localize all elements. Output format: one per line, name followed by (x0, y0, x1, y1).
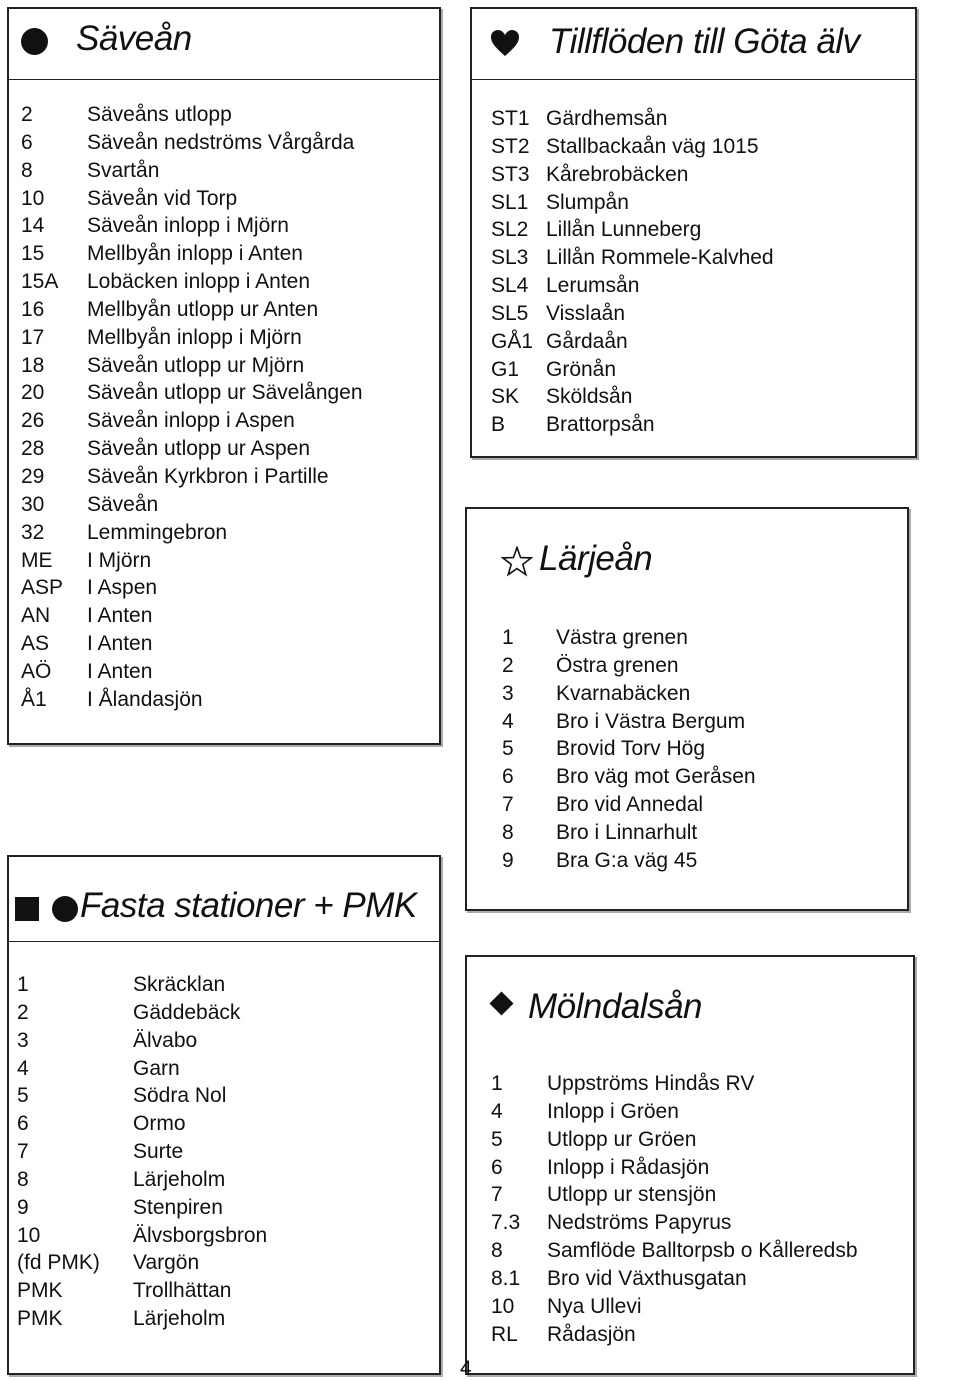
station-code: 28 (21, 437, 45, 461)
molndal-list (491, 1070, 911, 1348)
page-number: 4 (460, 1357, 472, 1380)
station-code: (fd PMK) (17, 1251, 100, 1275)
station-name: Brovid Torv Hög (556, 737, 706, 761)
station-code: PMK (17, 1307, 63, 1331)
list-item (21, 352, 431, 380)
station-code: 7.3 (491, 1211, 521, 1235)
station-code: 1 (502, 626, 514, 649)
station-name: Säveån vid Torp (87, 186, 238, 210)
list-item (502, 791, 902, 819)
list-item (21, 463, 431, 491)
station-name: Älvsborgsbron (133, 1223, 268, 1247)
station-code: SL4 (491, 274, 529, 298)
list-item (502, 819, 902, 847)
list-item (21, 630, 431, 658)
fasta-header (9, 857, 439, 942)
list-item (21, 602, 431, 630)
larjean-header (467, 509, 907, 599)
station-name: Säveåns utlopp (87, 103, 232, 126)
list-item (502, 763, 902, 791)
list-item (21, 686, 431, 714)
station-name: Säveån utlopp ur Aspen (87, 437, 311, 461)
fasta-panel (7, 855, 441, 1375)
list-item (502, 624, 902, 652)
station-code: 1 (17, 973, 29, 996)
station-code: SL2 (491, 218, 529, 242)
station-name: Säveån inlopp i Mjörn (87, 214, 289, 238)
list-item (491, 1154, 911, 1182)
station-name: Garn (133, 1056, 180, 1080)
station-name: Brattorpsån (546, 413, 655, 437)
station-code: 4 (502, 709, 514, 733)
list-item (491, 216, 911, 244)
station-code: SK (491, 385, 520, 409)
station-code: 3 (502, 681, 514, 705)
list-item (491, 189, 911, 217)
station-name: Lerumsån (546, 274, 640, 298)
list-item (502, 680, 902, 708)
station-name: Bro väg mot Geråsen (556, 765, 756, 789)
station-name: I Anten (87, 632, 153, 656)
list-item (21, 324, 431, 352)
station-name: Säveån nedströms Vårgårda (87, 130, 355, 154)
larjean-title: Lärjeån (539, 539, 653, 578)
list-item (502, 735, 902, 763)
list-item (17, 1027, 427, 1055)
station-code: 7 (491, 1183, 503, 1207)
list-item (21, 379, 431, 407)
station-name: Bro vid Annedal (556, 793, 704, 817)
list-item (491, 1181, 911, 1209)
station-code: 4 (17, 1056, 29, 1080)
station-code: 10 (21, 186, 45, 210)
filled-circle-icon (52, 896, 78, 922)
list-item (17, 999, 427, 1027)
list-item (502, 652, 902, 680)
list-item (491, 300, 911, 328)
station-name: Mellbyån inlopp i Mjörn (87, 325, 302, 349)
station-code: ASP (21, 576, 64, 600)
list-item (21, 212, 431, 240)
fasta-title: Fasta stationer + PMK (80, 886, 417, 925)
station-name: Utlopp ur stensjön (547, 1183, 717, 1207)
station-name: Nya Ullevi (547, 1294, 642, 1318)
gota-list (491, 105, 911, 439)
station-code: 6 (21, 130, 33, 154)
station-name: Mellbyån inlopp i Anten (87, 242, 303, 266)
molndal-panel (465, 955, 915, 1375)
station-name: Kårebrobäcken (546, 162, 689, 186)
station-name: Lärjeholm (133, 1307, 226, 1331)
station-name: Utlopp ur Gröen (547, 1127, 697, 1151)
station-code: 6 (17, 1112, 29, 1136)
station-code: 3 (17, 1028, 29, 1052)
station-code: ST2 (491, 134, 530, 158)
heart-icon (490, 29, 520, 57)
saveaan-list (21, 101, 431, 714)
larjean-list (502, 624, 902, 875)
list-item (491, 383, 911, 411)
filled-diamond-icon (489, 991, 513, 1015)
saveaan-panel (7, 7, 441, 745)
list-item (17, 1277, 427, 1305)
list-item (21, 185, 431, 213)
filled-circle-icon (21, 28, 48, 55)
station-name: Västra grenen (556, 626, 688, 649)
list-item (491, 1098, 911, 1126)
station-name: Mellbyån utlopp ur Anten (87, 297, 319, 321)
station-code: 9 (502, 848, 514, 872)
station-name: Säveån (87, 492, 159, 516)
station-name: I Ålandasjön (87, 687, 203, 711)
station-code: 26 (21, 409, 45, 433)
station-code: 2 (502, 653, 514, 677)
station-name: Lemmingebron (87, 520, 228, 544)
station-code: 14 (21, 214, 45, 238)
station-name: Ormo (133, 1112, 186, 1136)
larjean-panel (465, 507, 909, 911)
station-code: 29 (21, 464, 45, 488)
list-item (21, 157, 431, 185)
station-name: Bro vid Växthusgatan (547, 1266, 747, 1290)
station-name: Älvabo (133, 1028, 198, 1052)
filled-square-icon (15, 897, 39, 921)
list-item (21, 519, 431, 547)
station-name: Säveån Kyrkbron i Partille (87, 464, 329, 488)
station-name: I Mjörn (87, 548, 152, 572)
station-name: Östra grenen (556, 653, 679, 677)
list-item (491, 244, 911, 272)
station-name: Södra Nol (133, 1084, 227, 1108)
station-name: Lillån Rommele-Kalvhed (546, 246, 774, 270)
list-item (21, 435, 431, 463)
station-name: Skräcklan (133, 973, 226, 996)
station-name: Surte (133, 1140, 184, 1164)
station-name: Uppströms Hindås RV (547, 1072, 755, 1095)
station-code: SL3 (491, 246, 529, 270)
station-name: Stenpiren (133, 1195, 223, 1219)
station-code: AN (21, 604, 51, 628)
list-item (491, 328, 911, 356)
station-code: 5 (17, 1084, 29, 1108)
station-code: ST1 (491, 107, 530, 130)
list-item (491, 1126, 911, 1154)
station-name: Bra G:a väg 45 (556, 848, 698, 872)
list-item (491, 133, 911, 161)
station-code: 1 (491, 1072, 503, 1095)
list-item (17, 1305, 427, 1333)
station-code: GÅ1 (491, 329, 534, 353)
station-code: ME (21, 548, 53, 572)
station-code: 2 (17, 1000, 29, 1024)
gota-title: Tillflöden till Göta älv (549, 22, 860, 61)
gota-header (472, 9, 915, 80)
list-item (17, 1194, 427, 1222)
station-code: 9 (17, 1195, 29, 1219)
list-item (491, 1321, 911, 1349)
station-code: 5 (502, 737, 514, 761)
list-item (17, 1055, 427, 1083)
list-item (502, 708, 902, 736)
station-name: Bro i Linnarhult (556, 820, 698, 844)
station-name: Svartån (87, 158, 160, 182)
list-item (17, 1082, 427, 1110)
station-name: Inlopp i Gröen (547, 1099, 679, 1123)
station-name: Vargön (133, 1251, 200, 1275)
station-code: 8 (502, 820, 514, 844)
station-name: I Aspen (87, 576, 158, 600)
list-item (491, 1209, 911, 1237)
molndal-header (467, 957, 913, 1047)
fasta-list (17, 971, 427, 1333)
station-name: Säveån inlopp i Aspen (87, 409, 295, 433)
station-name: I Anten (87, 659, 153, 683)
station-name: Gårdaån (546, 329, 628, 353)
station-code: 15A (21, 270, 59, 294)
station-name: I Anten (87, 604, 153, 628)
station-code: 17 (21, 325, 45, 349)
list-item (21, 268, 431, 296)
list-item (21, 101, 431, 129)
list-item (17, 1249, 427, 1277)
station-code: 15 (21, 242, 45, 266)
station-code: PMK (17, 1279, 63, 1303)
saveaan-title: Säveån (76, 19, 192, 58)
list-item (17, 1222, 427, 1250)
station-name: Rådasjön (547, 1322, 636, 1346)
gota-panel (470, 7, 917, 458)
list-item (491, 1237, 911, 1265)
list-item (21, 658, 431, 686)
station-name: Lillån Lunneberg (546, 218, 702, 242)
list-item (491, 105, 911, 133)
station-name: Kvarnabäcken (556, 681, 691, 705)
station-name: Trollhättan (133, 1279, 232, 1303)
station-code: Å1 (21, 687, 47, 711)
list-item (17, 1110, 427, 1138)
list-item (491, 411, 911, 439)
station-name: Lobäcken inlopp i Anten (87, 270, 311, 294)
station-name: Gäddebäck (133, 1000, 241, 1024)
list-item (491, 1070, 911, 1098)
saveaan-header (9, 9, 439, 80)
station-name: Sköldsån (546, 385, 633, 409)
list-item (491, 356, 911, 384)
station-name: Nedströms Papyrus (547, 1211, 732, 1235)
station-name: Stallbackaån väg 1015 (546, 134, 759, 158)
station-name: Samflöde Balltorpsb o Kålleredsb (547, 1239, 858, 1263)
station-code: AS (21, 632, 50, 656)
molndal-title: Mölndalsån (528, 987, 702, 1026)
station-name: Visslaån (546, 301, 625, 325)
list-item (21, 129, 431, 157)
station-name: Säveån utlopp ur Sävelången (87, 381, 363, 405)
station-code: 8 (491, 1239, 503, 1263)
list-item (21, 240, 431, 268)
list-item (17, 1138, 427, 1166)
station-code: 30 (21, 492, 45, 516)
station-name: Inlopp i Rådasjön (547, 1155, 710, 1179)
station-code: 7 (502, 793, 514, 817)
station-code: 20 (21, 381, 45, 405)
list-item (17, 971, 427, 999)
station-code: RL (491, 1322, 518, 1346)
list-item (21, 547, 431, 575)
star-outline-icon (501, 546, 533, 577)
station-code: 2 (21, 103, 33, 126)
station-name: Grönån (546, 357, 617, 381)
station-name: Säveån utlopp ur Mjörn (87, 353, 305, 377)
list-item (491, 1265, 911, 1293)
station-code: SL5 (491, 301, 529, 325)
station-code: 10 (17, 1223, 41, 1247)
list-item (21, 574, 431, 602)
list-item (502, 847, 902, 875)
station-code: B (491, 413, 506, 437)
station-code: 16 (21, 297, 45, 321)
list-item (491, 161, 911, 189)
list-item (491, 1293, 911, 1321)
station-code: 8 (21, 158, 33, 182)
list-item (491, 272, 911, 300)
station-code: 10 (491, 1294, 515, 1318)
station-code: 8.1 (491, 1266, 521, 1290)
station-code: AÖ (21, 659, 52, 683)
station-code: 32 (21, 520, 45, 544)
station-code: ST3 (491, 162, 530, 186)
list-item (17, 1166, 427, 1194)
station-code: 6 (491, 1155, 503, 1179)
station-code: SL1 (491, 190, 529, 214)
station-name: Lärjeholm (133, 1167, 226, 1191)
list-item (21, 491, 431, 519)
station-code: 18 (21, 353, 45, 377)
station-code: 4 (491, 1099, 503, 1123)
station-name: Gärdhemsån (546, 107, 668, 130)
list-item (21, 407, 431, 435)
station-code: 6 (502, 765, 514, 789)
station-code: 8 (17, 1167, 29, 1191)
station-name: Slumpån (546, 190, 629, 214)
station-code: 5 (491, 1127, 503, 1151)
station-code: G1 (491, 357, 520, 381)
station-code: 7 (17, 1140, 29, 1164)
list-item (21, 296, 431, 324)
station-name: Bro i Västra Bergum (556, 709, 746, 733)
